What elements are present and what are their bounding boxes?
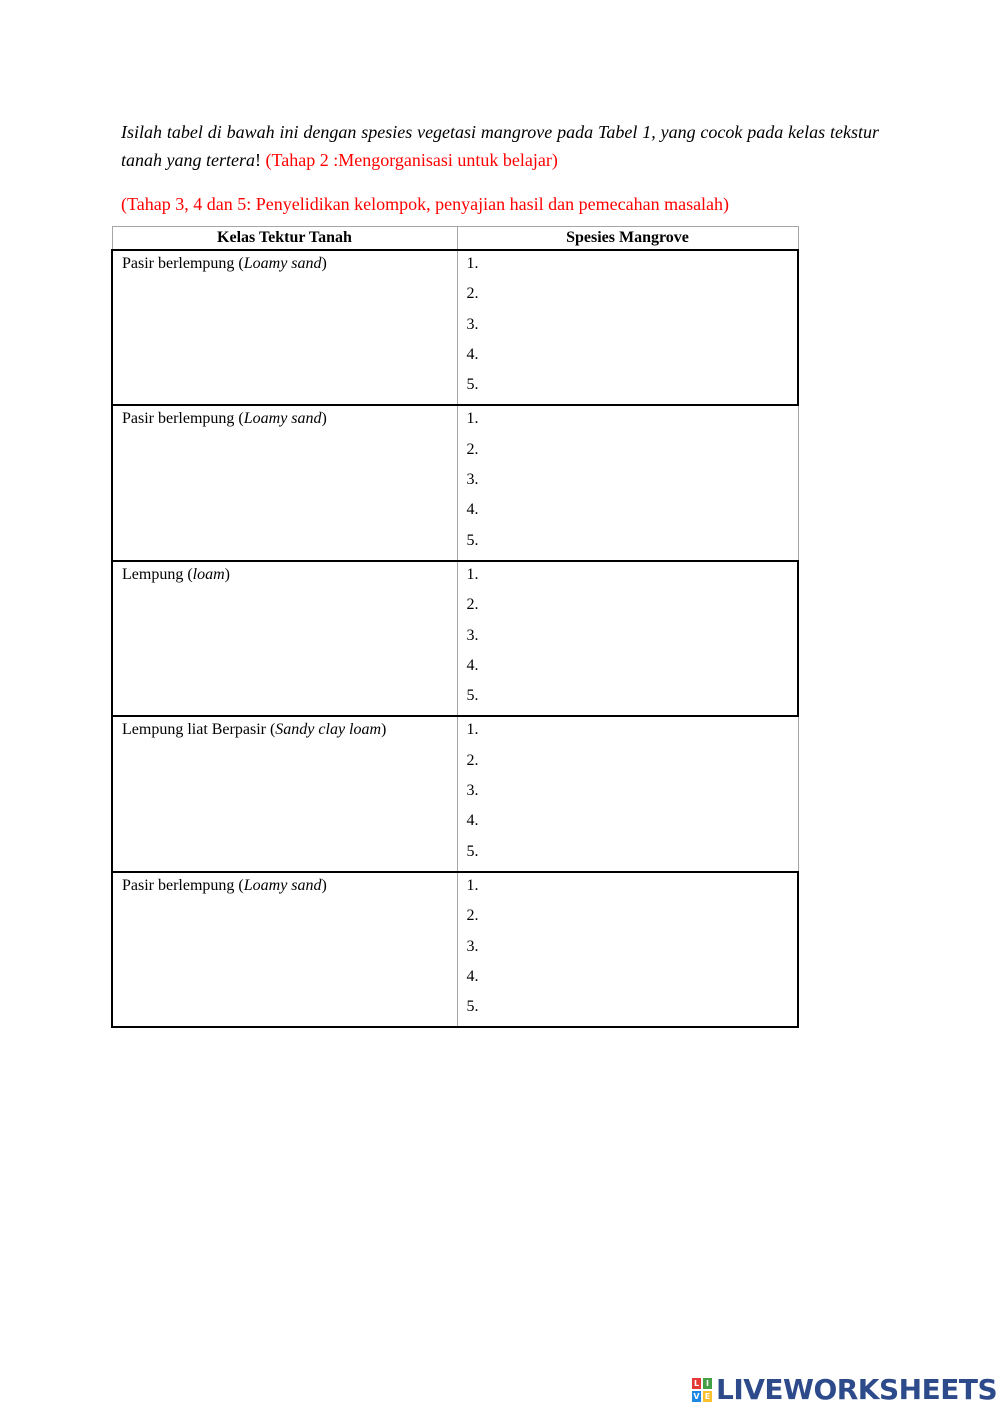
- texture-class-cell: [112, 716, 457, 871]
- species-slot[interactable]: 5.: [466, 687, 479, 705]
- species-cell: [457, 561, 798, 716]
- texture-label: [113, 251, 457, 275]
- species-slot[interactable]: 2.: [466, 907, 479, 925]
- species-slot[interactable]: 1.: [466, 255, 479, 272]
- texture-english-name: Loamy sand: [243, 410, 322, 428]
- texture-class-cell: [112, 561, 457, 716]
- liveworksheets-wordmark: LIVEWORKSHEETS: [716, 1373, 998, 1406]
- texture-class-cell: [112, 405, 457, 560]
- species-slot[interactable]: 4.: [466, 501, 479, 519]
- species-slot[interactable]: 1.: [466, 410, 479, 428]
- species-slot[interactable]: 1.: [466, 565, 479, 583]
- species-slot[interactable]: 1.: [466, 721, 479, 739]
- liveworksheets-logo: [692, 1374, 997, 1406]
- species-slot[interactable]: 2.: [466, 440, 479, 458]
- species-slot[interactable]: 2.: [466, 285, 479, 303]
- species-slot[interactable]: 3.: [466, 471, 479, 489]
- texture-label: [113, 562, 457, 586]
- species-slot[interactable]: 5.: [466, 998, 479, 1016]
- texture-name: Lempung liat Berpasir (: [122, 721, 276, 739]
- header-species: Spesies Mangrove: [457, 227, 798, 251]
- instruction-text: Isilah tabel di bawah ini dengan spesies vegetasi mangrove pada Tabel 1, yang cocok pada kelas tekstur tanah yang tertera: [121, 122, 879, 170]
- species-slot[interactable]: 5.: [466, 376, 479, 394]
- texture-close-paren: ): [224, 565, 230, 583]
- stage-3-5-note: (Tahap 3, 4 dan 5: Penyelidikan kelompok, penyajian hasil dan pemecahan masalah): [121, 194, 730, 214]
- texture-name: Pasir berlempung (: [122, 876, 244, 894]
- texture-name: Lempung (: [122, 565, 193, 583]
- texture-name: Pasir berlempung (: [122, 410, 244, 428]
- texture-english-name: Sandy clay loam: [275, 721, 382, 739]
- liveworksheets-logo-icon: [692, 1378, 712, 1402]
- species-list: [458, 562, 798, 715]
- table-row: [112, 561, 798, 716]
- species-slot[interactable]: 2.: [466, 751, 479, 769]
- species-list: [458, 873, 798, 1026]
- species-list: [458, 717, 798, 870]
- table-row: [112, 872, 798, 1027]
- species-slot[interactable]: 4.: [466, 345, 479, 363]
- texture-class-cell: [112, 250, 457, 405]
- texture-close-paren: ): [321, 255, 327, 272]
- species-slot[interactable]: 3.: [466, 315, 479, 333]
- species-cell: [457, 405, 798, 560]
- species-slot[interactable]: 4.: [466, 967, 479, 985]
- texture-english-name: loam: [192, 565, 225, 583]
- texture-close-paren: ): [381, 721, 387, 739]
- table-header-row: [112, 227, 798, 251]
- species-cell: [457, 872, 798, 1027]
- texture-label: [113, 873, 457, 897]
- texture-name: Pasir berlempung (: [122, 255, 244, 272]
- species-list: [458, 251, 798, 404]
- species-slot[interactable]: 4.: [466, 656, 479, 674]
- texture-close-paren: ): [321, 876, 327, 894]
- table-row: [112, 405, 798, 560]
- species-slot[interactable]: 2.: [466, 596, 479, 614]
- species-list: [458, 406, 798, 559]
- species-slot[interactable]: 5.: [466, 842, 479, 860]
- species-slot[interactable]: 4.: [466, 812, 479, 830]
- table-row: [112, 716, 798, 871]
- header-texture-class: Kelas Tektur Tanah: [112, 227, 457, 251]
- instruction-paragraph: [121, 118, 879, 174]
- species-slot[interactable]: 5.: [466, 531, 479, 549]
- texture-label: [113, 406, 457, 430]
- table-row: [112, 250, 798, 405]
- species-slot[interactable]: 1.: [466, 876, 479, 894]
- stage-2-note: (Tahap 2 :Mengorganisasi untuk belajar): [260, 150, 558, 170]
- texture-english-name: Loamy sand: [243, 876, 322, 894]
- logo-tile-v: V: [693, 1392, 700, 1401]
- logo-tile-l: L: [693, 1379, 700, 1388]
- logo-tile-e: E: [704, 1392, 711, 1401]
- texture-close-paren: ): [321, 410, 327, 428]
- logo-tile-i: I: [703, 1378, 712, 1389]
- texture-class-cell: [112, 872, 457, 1027]
- texture-english-name: Loamy sand: [243, 255, 322, 272]
- texture-label: [113, 717, 457, 741]
- instruction-exclamation: !: [254, 150, 261, 170]
- species-cell: [457, 250, 798, 405]
- worksheet-table: [111, 226, 799, 1028]
- species-slot[interactable]: 3.: [466, 937, 479, 955]
- species-cell: [457, 716, 798, 871]
- species-slot[interactable]: 3.: [466, 626, 479, 644]
- species-slot[interactable]: 3.: [466, 782, 479, 800]
